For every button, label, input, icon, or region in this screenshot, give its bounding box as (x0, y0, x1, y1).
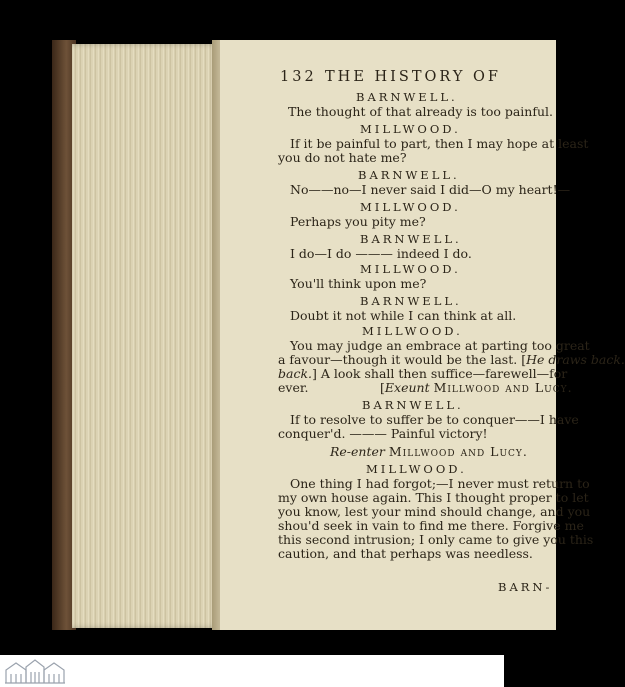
dialogue-line: The thought of that already is too painful. (288, 104, 554, 119)
speaker-heading: MILLWOOD. (362, 324, 463, 338)
speaker-heading: MILLWOOD. (366, 462, 467, 476)
dialogue-line: If to resolve to suffer be to conquer——I have (290, 412, 579, 427)
dialogue-line: If it be painful to part, then I may hope at least (290, 136, 589, 151)
footer-bar (0, 655, 504, 687)
speaker-heading: BARNWELL. (358, 168, 460, 182)
stage-direction: He draws back. (526, 352, 625, 367)
open-book (52, 40, 625, 630)
dialogue-line: a favour—though it would be the last. [He draws back. (278, 352, 625, 367)
speaker-heading: BARNWELL. (362, 398, 464, 412)
library-building-logo-icon (4, 658, 66, 684)
dialogue-line: my own house again. This I thought proper to let (278, 490, 589, 505)
speaker-heading: BARNWELL. (356, 90, 458, 104)
dialogue-line: conquer'd. ——— Painful victory! (278, 426, 488, 441)
running-title: THE HISTORY OF (325, 69, 501, 85)
dialogue-line: Doubt it not while I can think at all. (290, 308, 517, 323)
dialogue-line: One thing I had forgot;—I never must return to (290, 476, 590, 491)
dialogue-line: shou'd seek in vain to find me there. Forgive me (278, 518, 584, 533)
catchword: BARN- (498, 580, 553, 594)
stage-direction-exeunt: [Exeunt Millwood and Lucy. (380, 380, 573, 395)
dialogue-line: you do not hate me? (278, 150, 407, 165)
stage-direction-reenter: Re-enter Millwood and Lucy. (330, 444, 528, 459)
dialogue-line: ever. (278, 380, 309, 395)
speaker-heading: MILLWOOD. (360, 262, 461, 276)
dialogue-line: this second intrusion; I only came to give you this (278, 532, 594, 547)
dialogue-line: Perhaps you pity me? (290, 214, 426, 229)
dialogue-line: You'll think upon me? (290, 276, 427, 291)
dialogue-line: back.] A look shall then suffice—farewell—for (278, 366, 568, 381)
speaker-heading: MILLWOOD. (360, 122, 461, 136)
speaker-heading: MILLWOOD. (360, 200, 461, 214)
page-number: 132 (280, 69, 317, 85)
dialogue-line: caution, and that perhaps was needless. (278, 546, 533, 561)
dialogue-line: No——no—I never said I did—O my heart!— (290, 182, 571, 197)
speaker-heading: BARNWELL. (360, 294, 462, 308)
page-block-edges (72, 44, 220, 628)
book-page (220, 40, 625, 630)
dialogue-line: I do—I do ——— indeed I do. (290, 246, 472, 261)
speaker-heading: BARNWELL. (360, 232, 462, 246)
dialogue-line: you know, lest your mind should change, and you (278, 504, 591, 519)
dialogue-line: You may judge an embrace at parting too great (290, 338, 590, 353)
